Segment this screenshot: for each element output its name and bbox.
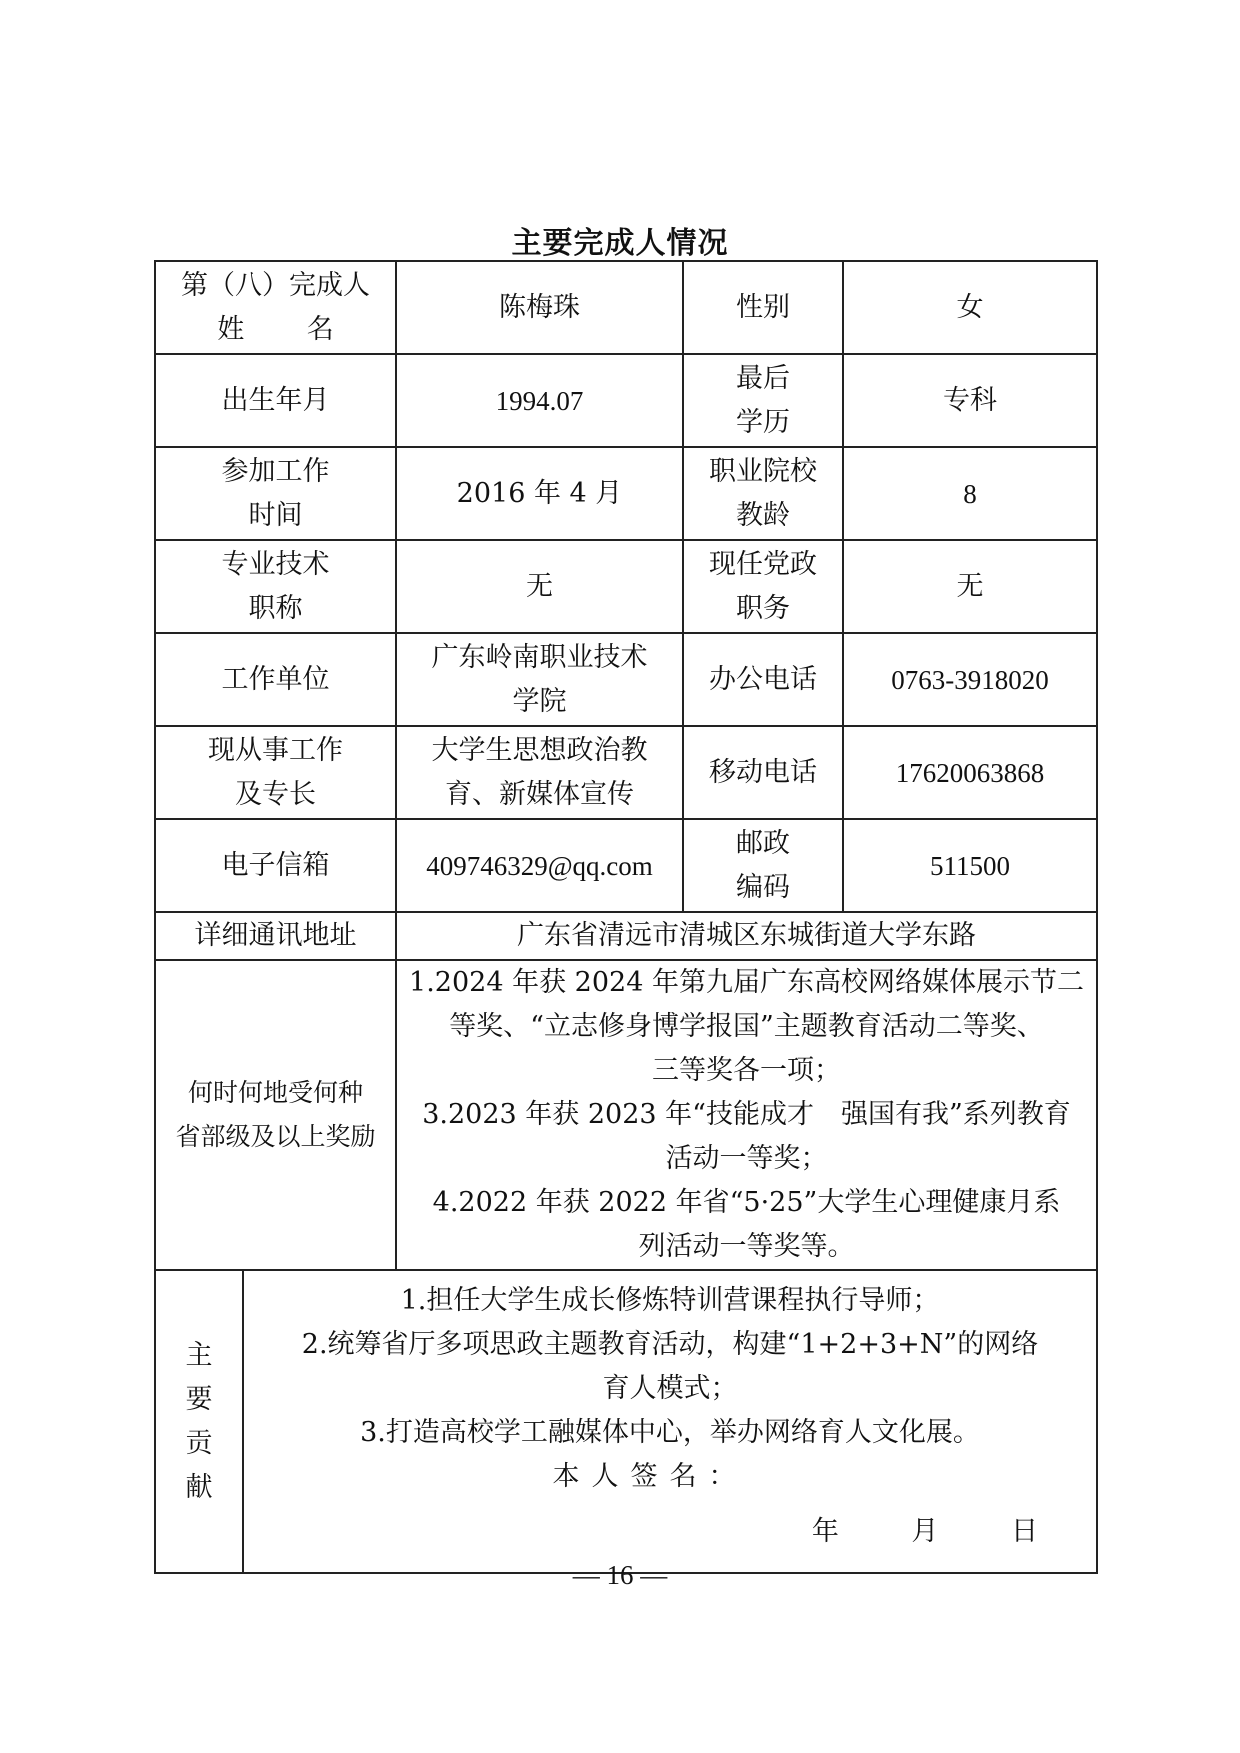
contrib-line: 2.统筹省厅多项思政主题教育活动，构建“1+2+3+N”的网络 <box>301 1328 1039 1360</box>
contrib-label-char: 主 <box>185 1339 213 1371</box>
unit-value-line1: 广东岭南职业技术 <box>431 641 648 673</box>
edu-value: 专科 <box>843 354 1097 447</box>
edu-label-line1: 最后 <box>736 362 790 394</box>
field-label-line2: 及专长 <box>235 778 316 810</box>
table-row <box>155 726 1097 819</box>
workstart-value: 2016 年 4 月 <box>396 447 683 540</box>
award-line: 1.2024 年获 2024 年第九届广东高校网络媒体展示节二 <box>409 967 1084 998</box>
field-label-line1: 现从事工作 <box>208 734 343 766</box>
edu-label-line2: 学历 <box>736 406 790 438</box>
signature-label: 本人签名： <box>552 1460 748 1492</box>
table-row <box>155 540 1097 633</box>
postcode-value: 511500 <box>843 819 1097 912</box>
award-line: 三等奖各一项； <box>652 1055 841 1086</box>
table-row <box>155 819 1097 912</box>
table-row <box>155 960 1097 1270</box>
award-line: 列活动一等奖等。 <box>638 1231 855 1262</box>
table-row <box>155 912 1097 960</box>
postcode-label-line2: 编码 <box>736 871 790 903</box>
contrib-label-char: 要 <box>185 1383 213 1415</box>
contrib-line: 育人模式； <box>602 1372 738 1404</box>
teach-value: 8 <box>843 447 1097 540</box>
page-number: — 16 — <box>572 1560 668 1590</box>
post-label-line1: 现任党政 <box>709 548 817 580</box>
contrib-line: 1.担任大学生成长修炼特训营课程执行导师； <box>400 1284 940 1316</box>
award-line: 等奖、“立志修身博学报国”主题教育活动二等奖、 <box>449 1011 1044 1042</box>
name-label-line2: 姓 名 <box>217 313 334 345</box>
page-title: 主要完成人情况 <box>511 226 729 261</box>
name-label-cell <box>155 261 396 354</box>
awards-label-line2: 省部级及以上奖励 <box>175 1122 376 1151</box>
field-value-line1: 大学生思想政治教 <box>431 734 648 766</box>
awards-list <box>396 960 1097 1270</box>
mobile-label: 移动电话 <box>683 726 843 819</box>
contrib-label-char: 贡 <box>185 1427 213 1459</box>
field-label-cell <box>155 726 396 819</box>
completer-info-table <box>154 260 1098 1574</box>
contrib-line: 3.打造高校学工融媒体中心，举办网络育人文化展。 <box>360 1416 980 1448</box>
signature-date <box>250 1499 1090 1565</box>
awards-label-cell <box>155 960 396 1270</box>
title-label-line1: 专业技术 <box>221 548 330 580</box>
teach-label-cell <box>683 447 843 540</box>
edu-label-cell <box>683 354 843 447</box>
name-label-line1: 第（八）完成人 <box>181 269 370 301</box>
table-row <box>155 354 1097 447</box>
gender-value: 女 <box>843 261 1097 354</box>
date-day: 日 <box>1011 1515 1040 1547</box>
workstart-label-line2: 时间 <box>248 499 303 531</box>
post-label-line2: 职务 <box>736 592 790 624</box>
award-line: 活动一等奖； <box>665 1143 828 1174</box>
unit-label: 工作单位 <box>155 633 396 726</box>
date-month: 月 <box>911 1515 941 1547</box>
field-value-cell <box>396 726 683 819</box>
unit-value-cell <box>396 633 683 726</box>
postcode-label-line1: 邮政 <box>736 827 790 859</box>
post-label-cell <box>683 540 843 633</box>
unit-value-line2: 学院 <box>512 685 567 717</box>
workstart-label-line1: 参加工作 <box>221 455 330 487</box>
teach-label-line2: 教龄 <box>736 499 790 531</box>
gender-label: 性别 <box>683 261 843 354</box>
teach-label-line1: 职业院校 <box>709 455 817 487</box>
office-phone-value: 0763-3918020 <box>843 633 1097 726</box>
workstart-label-cell <box>155 447 396 540</box>
table-row <box>155 1270 1097 1573</box>
table-row <box>155 447 1097 540</box>
contrib-content <box>243 1270 1097 1573</box>
address-label: 详细通讯地址 <box>155 912 396 960</box>
postcode-label-cell <box>683 819 843 912</box>
email-value: 409746329@qq.com <box>396 819 683 912</box>
email-label: 电子信箱 <box>155 819 396 912</box>
award-line: 3.2023 年获 2023 年“技能成才 强国有我”系列教育 <box>422 1099 1071 1130</box>
title-label-cell <box>155 540 396 633</box>
office-phone-label: 办公电话 <box>683 633 843 726</box>
title-value: 无 <box>396 540 683 633</box>
mobile-value: 17620063868 <box>843 726 1097 819</box>
name-value: 陈梅珠 <box>396 261 683 354</box>
contrib-label-cell <box>155 1270 243 1573</box>
date-year: 年 <box>811 1515 841 1547</box>
post-value: 无 <box>843 540 1097 633</box>
awards-label-line1: 何时何地受何种 <box>187 1078 363 1107</box>
address-value: 广东省清远市清城区东城街道大学东路 <box>396 912 1097 960</box>
birth-label: 出生年月 <box>155 354 396 447</box>
contrib-label-char: 献 <box>185 1471 213 1503</box>
field-value-line2: 育、新媒体宣传 <box>445 778 634 810</box>
table-row <box>155 633 1097 726</box>
birth-value: 1994.07 <box>396 354 683 447</box>
table-row <box>155 261 1097 354</box>
title-label-line2: 职称 <box>248 592 303 624</box>
award-line: 4.2022 年获 2022 年省“5·25”大学生心理健康月系 <box>432 1187 1061 1218</box>
